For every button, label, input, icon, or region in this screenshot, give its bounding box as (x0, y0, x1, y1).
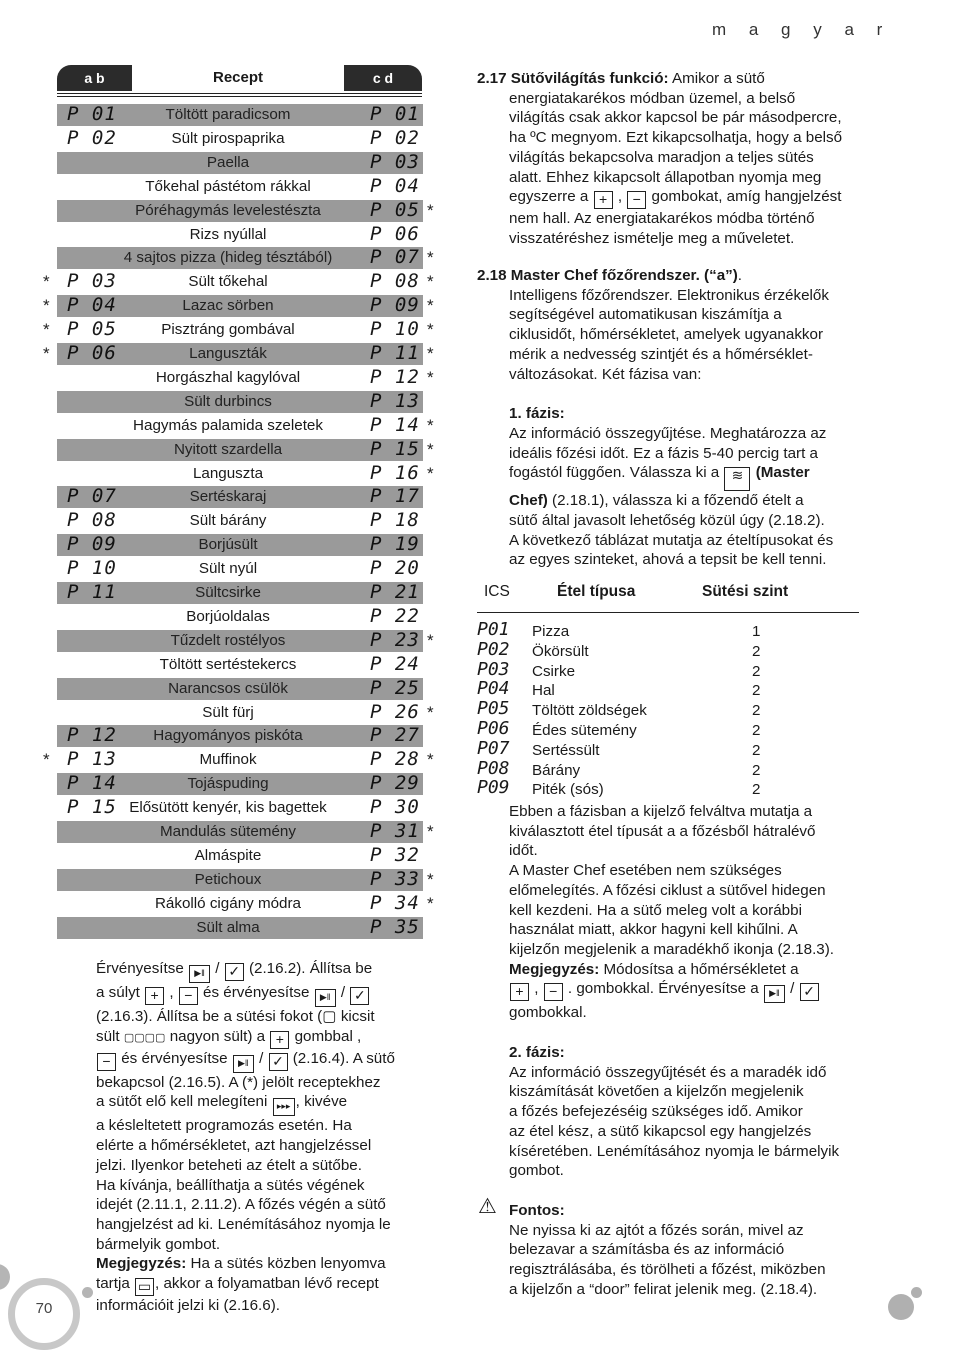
ics-code: P03 (477, 658, 510, 680)
text: Ha a sütés közben lenyomva (186, 1255, 386, 1273)
page-number: 70 (35, 1300, 53, 1317)
recipe-name: Petichoux (194, 870, 262, 888)
text: mérik a nedvesség szintjét és a hőmérséklet- (509, 345, 813, 363)
ics-row (477, 658, 859, 682)
table-row (57, 391, 423, 413)
text: nagyon sült) a (169, 1027, 266, 1045)
preheat-asterisk: * (427, 248, 434, 268)
baking-level: 2 (752, 761, 761, 779)
text: az egyes szinteket, ahová a tepsit be kell tenni. (509, 551, 827, 569)
play-pause-icon: ▶‖ (189, 965, 210, 983)
table-row (57, 534, 423, 556)
preheat-asterisk: * (427, 367, 434, 387)
info-icon: ▭ (135, 1278, 154, 1296)
section-2-17: 2.17 Sütővilágítás funkció: Amikor a sütő energiatakarékos módban üzemel, a belső világítás csak akkor kapcsol be pár másodpercre, ha ºC megnyom. Ezt kikapcsolhatja, hogy a belső világítás bekapcsolva maradjon a teljes sütés alatt. Ehhez kikapcsolt állapotban nyomja meg egyszerre a + , − gombokat, amíg hangjelzést nem hall. Az energiatakarékos módba történő visszatéréshez ismételje meg a műveletet. (477, 69, 867, 249)
text: idejét (2.11.1, 2.11.2). A főzés végén a sütő (96, 1196, 386, 1214)
food-type-header: Étel típusa (557, 583, 636, 600)
text: kiszámítását követően a kijelzőn megjelenik (509, 1083, 804, 1101)
check-icon: ✓ (350, 987, 369, 1005)
table-row (57, 628, 434, 652)
ics-row (477, 698, 859, 721)
program-code-ab: P 07 (67, 485, 117, 508)
check-icon: ✓ (269, 1053, 288, 1071)
recipe-name: Töltött paradicsom (165, 106, 291, 123)
program-code-ab: P 03 (67, 270, 117, 293)
recipe-name: Pisztráng gombával (161, 321, 295, 339)
text: a főzés befejezéséig szükséges idő. Amikor (509, 1103, 803, 1121)
table-row (57, 867, 434, 891)
recipe-name: Horgászhal kagylóval (155, 368, 301, 386)
program-code-cd: P 35 (370, 915, 420, 938)
text: sütő által javasolt lehetőség közül úgy (2.18.2). (509, 512, 825, 530)
program-code-ab: P 08 (67, 509, 117, 532)
text: Érvényesítse (96, 960, 184, 977)
recipe-name: Rizs nyúllal (189, 225, 267, 243)
recipe-name: 4 sajtos pizza (hideg tésztából) (123, 249, 333, 267)
program-code-cd: P 17 (370, 485, 420, 508)
preheat-asterisk: * (427, 320, 434, 340)
table-row (57, 510, 423, 532)
text: (2.16.4). A sütő (292, 1049, 395, 1067)
decorative-dot (0, 1264, 10, 1290)
table-row (43, 318, 434, 341)
program-code-cd: P 13 (370, 389, 420, 412)
table-divider (57, 96, 422, 97)
recipe-name: Töltött sertéstekercs (159, 655, 297, 673)
text: alatt. Ehhez kikapcsolt állapotban nyomja meg (509, 168, 822, 186)
preheat-asterisk: * (427, 344, 434, 363)
doneness-small-icon: ▢ (322, 1008, 337, 1025)
program-code-ab: P 12 (67, 724, 117, 747)
phase-title: 1. fázis: (509, 405, 565, 423)
table-row (57, 413, 434, 437)
text: időt. (509, 842, 538, 860)
preheat-asterisk: * (427, 869, 434, 889)
program-code-cd: P 32 (370, 843, 420, 866)
program-code-ab: P 01 (67, 103, 117, 125)
program-code-cd: P 29 (370, 772, 420, 795)
table-row (43, 342, 434, 365)
text: egyszerre a (509, 188, 589, 206)
preheat-asterisk: * (427, 463, 434, 483)
program-code-cd: P 24 (370, 652, 420, 675)
section-2-18 (477, 266, 867, 570)
recipe-name: Nyitott szardella (173, 440, 283, 458)
text: gombokkal. (509, 1004, 587, 1022)
food-type: Csirke (532, 662, 576, 680)
text: világítás csak akkor kapcsol be pár másodpercre, (509, 109, 842, 127)
table-row (57, 461, 434, 485)
text: visszatéréshez ismételje meg a műveletet. (509, 229, 795, 247)
program-code-cd: P 11 (370, 342, 420, 364)
note-label: Megjegyzés: (96, 1255, 187, 1273)
recipe-name: Póréhagymás levelestészta (135, 201, 321, 219)
text: (2.16.3). Állítsa be a sütési fokot ( (96, 1008, 323, 1025)
text: Módosítsa a hőmérsékletet a (599, 960, 799, 978)
table-row (57, 486, 423, 508)
warning-icon: ⚠ (478, 1194, 497, 1218)
program-code-cd: P 16 (370, 461, 420, 484)
text: Az információ összegyűjtését és a maradék idő (509, 1063, 827, 1081)
preheat-asterisk: * (427, 439, 434, 459)
text: energiatakarékos módban üzemel, a belső (509, 89, 796, 107)
ics-code: P04 (477, 678, 510, 700)
text: bekapcsol (2.16.5). A (*) jelölt receptekhez (96, 1073, 381, 1091)
program-code-cd: P 01 (370, 103, 420, 125)
preheat-asterisk: * (43, 344, 50, 363)
program-code-cd: P 21 (370, 581, 420, 603)
ics-divider (477, 612, 859, 613)
table-row (43, 270, 434, 293)
program-code-ab: P 04 (67, 294, 117, 317)
text: Ha kívánja, beállíthatja a sütés végének (96, 1176, 365, 1194)
program-code-cd: P 22 (370, 604, 420, 627)
decorative-dot (82, 1287, 93, 1298)
table-divider (57, 93, 422, 94)
text: . gombokkal. Érvényesítse a (567, 980, 759, 998)
ics-row (477, 619, 859, 642)
program-code-cd: P 23 (370, 628, 420, 651)
text: elérte a hőmérsékletet, azt hangjelzéssel (96, 1137, 372, 1155)
text: nem hall. Az energiatakarékos módba történő (509, 210, 815, 228)
food-type: Sertéssült (532, 741, 600, 759)
food-type: Ökörsült (532, 642, 589, 660)
baking-level: 2 (752, 722, 761, 739)
preheat-asterisk: * (43, 320, 50, 340)
program-code-cd: P 07 (370, 246, 420, 269)
text: (2.18.1), válassza ki a főzendő ételt a (547, 492, 804, 510)
text: a súlyt (96, 984, 140, 1001)
recipe-name: Almáspite (194, 846, 262, 864)
language-label: m a g y a r (712, 20, 892, 39)
plus-icon: + (594, 191, 613, 209)
ics-code: P06 (477, 718, 510, 739)
text: regisztrálásába, és törölheti a főzést, miközben (509, 1261, 826, 1279)
preheat-asterisk: * (427, 630, 434, 650)
minus-icon: − (544, 983, 563, 1001)
program-code-ab: P 09 (67, 533, 117, 556)
text: kíséretében. Lenémításához nyomja le bármelyik (509, 1142, 840, 1160)
recipe-name: Languszták (189, 345, 267, 362)
program-code-cd: P 06 (370, 222, 420, 245)
preheat-asterisk: * (427, 200, 434, 220)
text: Ebben a fázisban a kijelző felváltva mutatja a (509, 803, 813, 820)
recipe-name: Sült durbincs (184, 392, 272, 410)
text: jelzi. Ilyenkor beteheti az ételt a sütőbe. (96, 1156, 362, 1174)
table-row (57, 558, 423, 580)
section-title: 2.18 Master Chef főzőrendszer. (“a”) (477, 267, 738, 284)
text: információit jelzi ki (2.16.6). (96, 1297, 281, 1315)
table-row (57, 725, 423, 747)
recipe-name: Elősütött kenyér, kis bagettek (129, 799, 327, 817)
text: A Master Chef esetében nem szükséges (509, 862, 782, 880)
table-row (57, 678, 423, 700)
table-row (57, 104, 423, 126)
table-row (57, 654, 423, 676)
program-code-cd: P 19 (370, 533, 420, 556)
text: gombokat, amíg hangjelzést (651, 188, 842, 206)
note-label: Megjegyzés: (509, 960, 600, 978)
program-code-cd: P 20 (370, 557, 420, 580)
program-code-cd: P 31 (370, 820, 420, 842)
recipe-name: Languszta (192, 464, 264, 482)
program-code-cd: P 08 (370, 270, 420, 293)
text: a kijelzőn a “door” felirat jelenik meg. (2.18.4). (509, 1280, 818, 1298)
table-row (57, 437, 434, 461)
ics-row (477, 737, 859, 761)
recipe-name: Sült fürj (202, 703, 254, 721)
text: (2.16.2). Állítsa be (248, 960, 373, 977)
text: ciklusidőt, hőmérsékletet, amelyek ugyanakkor (509, 326, 824, 344)
text: fogástól függően. Válassza ki a (509, 464, 720, 482)
recipe-name: Paella (206, 153, 250, 171)
baking-level: 2 (752, 662, 761, 680)
text: kiválasztott étel típusát a a főzésből hátralévő (509, 822, 816, 840)
ics-code: P07 (477, 737, 510, 759)
table-row (57, 891, 434, 915)
program-code-cd: P 04 (370, 174, 420, 197)
phase-description: Ebben a fázisban a kijelző felváltva mutatja a kiválasztott étel típusát a a főzésből hátralévő időt. A Master Chef esetében nem szükséges előmelegítés. A főzési ciklust a sütővel hidegen kell kezdeni. Ha a sütő meleg volt a korábbi használat miatt, akkor hagyni kell kihűlni. A kijelzőn megjelenik a maradékhő ikonja (2.18.3). Megjegyzés: Módosítsa a hőmérsékletet a + , − . gombokkal. Érvényesítse a ▶‖ / ✓ gombokkal. 2. fázis: Az információ összegyűjtését és a maradék idő kiszámítását követően a kijelzőn megjelenik a főzés befejezéséig szükséges idő. Amikor az étel kész, a sütő kikapcsol egy hangjelzés kíséretében. Lenémításához nyomja le bármelyik gombot. ⚠ Fontos: Ne nyissa ki az ajtót a főzés során, mivel az belezavar a számításba és az információ regisztrálásába, és törölheti a főzést, miközben a kijelzőn a “door” felirat jelenik meg. (2.18.4). (509, 802, 869, 1299)
table-row (57, 152, 423, 174)
minus-icon: − (179, 987, 198, 1005)
table-row (57, 700, 434, 724)
text: kell kezdeni. Ha a sütő meleg volt a korábbi (509, 901, 802, 919)
baking-level: 2 (752, 741, 761, 759)
food-type: Pizza (532, 623, 570, 640)
check-icon: ✓ (800, 983, 819, 1001)
text: a késleltetett programozás esetén. Ha (96, 1117, 352, 1135)
table-row (57, 917, 423, 939)
recipe-name: Sült bárány (189, 512, 267, 530)
text: , kivéve (295, 1093, 348, 1111)
ics-code: P08 (477, 757, 510, 779)
text: világítás bekapcsolva maradjon a teljes sütés (509, 148, 814, 166)
table-row (57, 582, 423, 604)
phase-title: 2. fázis: (509, 1044, 565, 1062)
recipe-name: Hagymás palamida szeletek (133, 416, 323, 434)
ics-row (477, 757, 859, 781)
play-pause-icon: ▶‖ (315, 989, 336, 1007)
text: Az információ összegyűjtése. Meghatározza az (509, 424, 827, 442)
table-row (57, 224, 423, 246)
program-code-cd: P 33 (370, 867, 420, 890)
text: segítségével automatikusan kiszámítja a (509, 306, 782, 324)
recipe-name: Tűzdelt rostélyos (170, 631, 286, 649)
table-row (57, 797, 423, 819)
ics-header: ICS (484, 583, 510, 600)
minus-icon: − (97, 1053, 116, 1071)
preheat-asterisk: * (427, 702, 434, 722)
text: a sütőt elő kell melegíteni (96, 1093, 268, 1111)
ics-row (477, 777, 859, 800)
table-row (57, 820, 434, 843)
preheat-asterisk: * (43, 272, 50, 292)
play-pause-icon: ▶‖ (233, 1055, 254, 1073)
food-type: Hal (532, 682, 555, 700)
program-code-ab: P 15 (67, 796, 117, 819)
masterchef-icon: ≋ (724, 467, 750, 491)
text: hangjelzést ad ki. Lenémításához nyomja le (96, 1215, 391, 1233)
text: előmelegítés. A főzési ciklust a sütővel hidegen (509, 881, 826, 899)
text: és érvényesítse (121, 1049, 228, 1067)
preheat-asterisk: * (427, 296, 434, 316)
text: gombot. (509, 1162, 564, 1180)
text: Ne nyissa ki az ajtót a főzés során, mivel az (509, 1221, 804, 1239)
program-code-cd: P 27 (370, 724, 420, 747)
food-type: Töltött zöldségek (532, 702, 647, 720)
recipe-instructions: Érvényesítse ▶‖ / ✓ (2.16.2). Állítsa be a súlyt + , − és érvényesítse ▶‖ / ✓ (2.16.3). Állítsa be a sütési fokot (▢ kicsit sült ▢▢▢▢ nagyon sült) a + gombbal , − és érvényesítse ▶‖ / ✓ (2.16.4). A sütő bekapcsol (2.16.5). A (*) jelölt receptekhez a sütőt elő kell melegíteni ▸▸▸ , kivéve a késleltetett programozás esetén. Ha elérte a hőmérsékletet, azt hangjelzéssel jelzi. Ilyenkor beteheti az ételt a sütőbe. Ha kívánja, beállíthatja a sütés végének idejét (2.11.1, 2.11.2). A főzés végén a sütő hangjelzést ad ki. Lenémításához nyomja le bármelyik gombot. Megjegyzés: Ha a sütés közben lenyomva tartja ▭ , akkor a folyamatban lévő recept információit jelzi ki (2.16.6). (96, 959, 416, 1316)
play-pause-icon: ▶‖ (764, 985, 785, 1003)
ics-code: P02 (477, 638, 510, 660)
program-code-cd: P 14 (370, 413, 420, 436)
recipe-name: Muffinok (199, 751, 257, 769)
preheat-asterisk: * (43, 296, 50, 316)
preheat-asterisk: * (427, 822, 434, 841)
text: Amikor a sütő (668, 70, 765, 87)
doneness-large-icon: ▢▢▢▢ (123, 1031, 166, 1044)
program-code-cd: P 09 (370, 294, 420, 317)
program-code-cd: P 26 (370, 700, 420, 723)
food-type: Édes sütemény (532, 722, 637, 739)
text: kicsit (340, 1008, 375, 1025)
recipe-name: Sült tőkehal (188, 273, 268, 291)
program-code-ab: P 13 (67, 748, 117, 771)
table-row (57, 176, 423, 198)
recipe-name: Sertéskaraj (189, 488, 267, 506)
program-code-ab: P 14 (67, 772, 117, 795)
baking-level: 2 (752, 682, 761, 700)
text: , akkor a folyamatban lévő recept (155, 1275, 379, 1293)
program-code-ab: P 06 (67, 342, 117, 364)
program-code-cd: P 18 (370, 509, 420, 532)
table-row (57, 365, 434, 389)
preheat-asterisk: * (427, 272, 434, 292)
program-code-ab: P 02 (67, 126, 117, 149)
text: kijelzőn megjelenik a maradékhő ikonja (2.18.3). (509, 940, 835, 958)
program-code-cd: P 05 (370, 198, 420, 221)
recipe-name: Rákolló cigány módra (154, 894, 302, 912)
ics-row (477, 678, 859, 701)
check-icon: ✓ (225, 963, 244, 981)
table-row (57, 246, 434, 269)
recipe-name: Borjúsült (198, 536, 258, 554)
minus-icon: − (627, 191, 646, 209)
header-ab: a b (57, 65, 132, 91)
recipe-name: Lazac sörben (182, 297, 274, 315)
program-code-cd: P 10 (370, 318, 420, 341)
food-type: Piték (sós) (532, 781, 604, 799)
table-row (43, 294, 434, 317)
table-row (57, 198, 434, 222)
decorative-dot (888, 1294, 914, 1320)
text: használat miatt, akkor hagyni kell kihűlni. A (509, 921, 798, 939)
program-code-ab: P 05 (67, 318, 117, 341)
preheat-icon: ▸▸▸ (273, 1098, 295, 1116)
text: . (737, 267, 743, 284)
text: Chef) (509, 492, 548, 510)
recipe-name: Tőkehal pástétom rákkal (145, 177, 311, 195)
text: (Master (755, 464, 810, 482)
ics-code: P01 (477, 619, 510, 640)
recipe-name: Sült alma (196, 918, 260, 936)
table-row (57, 773, 423, 795)
program-code-cd: P 28 (370, 748, 420, 771)
text: az étel kész, a sütő kikapcsol egy hangjelzés (509, 1122, 812, 1140)
plus-icon: + (510, 983, 529, 1001)
ics-code: P05 (477, 698, 510, 720)
recipe-name: Sült nyúl (198, 560, 258, 578)
preheat-asterisk: * (427, 750, 434, 770)
text: ideális főzési időt. Ez a fázis 5-40 percig tart a (509, 444, 818, 462)
ics-row (477, 718, 859, 741)
table-row (57, 845, 423, 867)
program-code-cd: P 03 (370, 150, 420, 173)
baking-level: 2 (752, 642, 761, 660)
text: változásokat. Két fázisa van: (509, 365, 702, 383)
plus-icon: + (270, 1031, 289, 1049)
recipe-name: Sült pirospaprika (171, 129, 285, 147)
ics-code: P09 (477, 777, 510, 799)
recipe-name: Hagyományos piskóta (153, 727, 303, 745)
header-recipe: Recept (212, 69, 264, 86)
recipe-name: Mandulás sütemény (160, 823, 296, 840)
program-code-cd: P 02 (370, 126, 420, 149)
program-code-ab: P 11 (67, 581, 117, 603)
baking-level: 2 (752, 702, 761, 720)
food-type: Bárány (532, 761, 581, 779)
text: Intelligens főzőrendszer. Elektronikus érzékelők (509, 286, 829, 304)
program-code-ab: P 10 (67, 557, 117, 580)
table-row (57, 128, 423, 150)
plus-icon: + (145, 987, 164, 1005)
level-header: Sütési szint (702, 583, 789, 600)
baking-level: 1 (752, 623, 761, 640)
text: gombbal , (294, 1027, 362, 1045)
program-code-cd: P 25 (370, 676, 420, 699)
preheat-asterisk: * (427, 415, 434, 435)
recipe-name: Tojáspuding (187, 775, 269, 793)
table-row (43, 748, 434, 771)
text: és érvényesítse (203, 984, 310, 1001)
important-title: Fontos: (509, 1201, 565, 1219)
program-code-cd: P 30 (370, 796, 420, 819)
text: bármelyik gombot. (96, 1235, 221, 1253)
program-code-cd: P 15 (370, 437, 420, 460)
preheat-asterisk: * (43, 750, 50, 770)
text: ha ºC megnyom. Ezt kikapcsolhatja, hogy a belső (509, 129, 843, 147)
table-row (57, 606, 423, 628)
preheat-asterisk: * (427, 893, 434, 913)
ics-row (477, 638, 859, 662)
text: sült (96, 1027, 120, 1045)
header-cd: c d (344, 65, 422, 91)
text: A következő táblázat mutatja az ételtípusokat és (509, 531, 834, 549)
program-code-cd: P 12 (370, 365, 420, 388)
program-code-cd: P 34 (370, 891, 420, 914)
text: belezavar a számításba és az információ (509, 1241, 785, 1259)
text: tartja (96, 1275, 130, 1293)
decorative-dot (911, 1287, 922, 1298)
recipe-name: Sültcsirke (195, 584, 261, 601)
section-title: 2.17 Sütővilágítás funkció: (477, 70, 669, 87)
recipe-name: Narancsos csülök (168, 679, 288, 697)
recipe-name: Borjúoldalas (186, 607, 270, 625)
baking-level: 2 (752, 781, 761, 799)
